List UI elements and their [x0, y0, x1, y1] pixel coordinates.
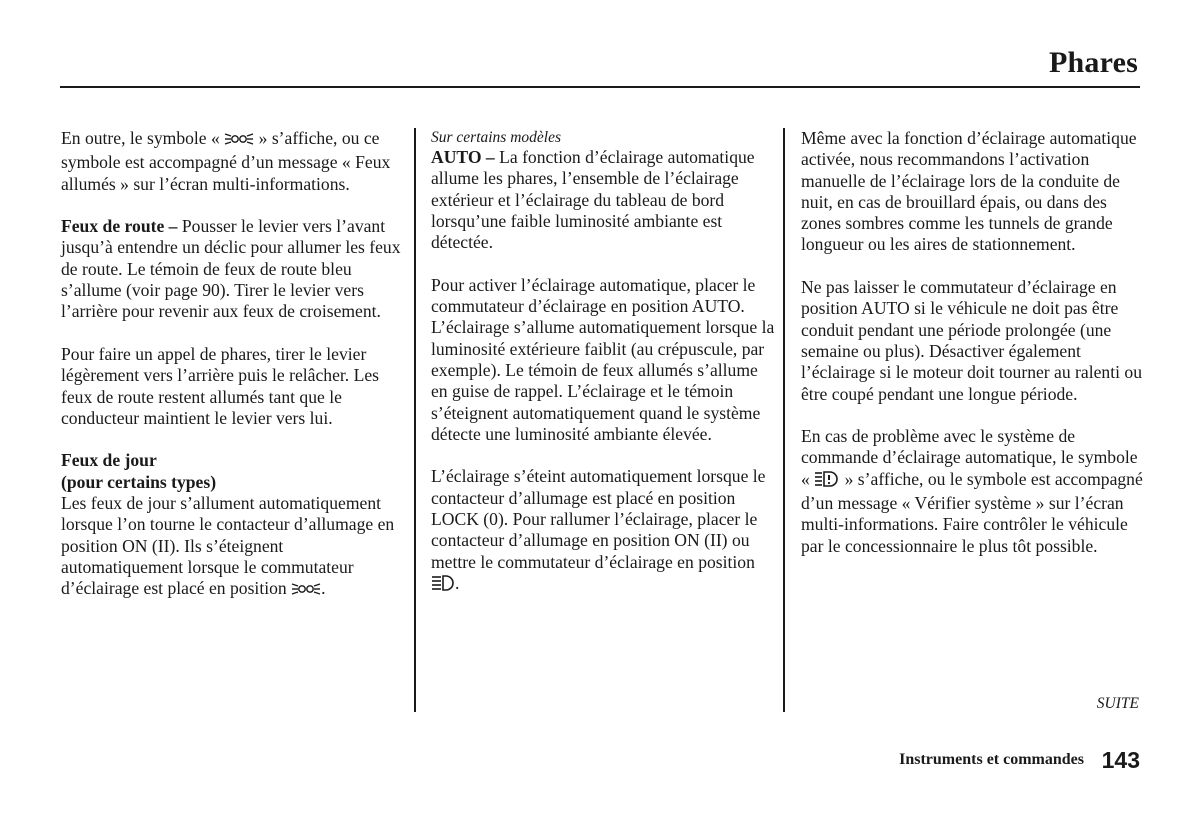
paragraph-auto: AUTO – La fonction d’éclairage automatique allume les phares, l’ensemble de l’éclairage extérieur et l’éclairage du tableau de bord lorsqu’une faible luminosité ambiante est détectée.: [431, 147, 755, 253]
paragraph-lights-on-symbol: En outre, le symbole « » s’affiche, ou ce symbole est accompagné d’un message « Feux allumés » sur l’écran multi-informations.: [61, 128, 391, 194]
column-divider-2: [783, 128, 785, 712]
paragraph-high-beam: Feux de route – Pousser le levier vers l’avant jusqu’à entendre un déclic pour allumer les feux de route. Le témoin de feux de route bleu s’allume (voir page 90). Tirer le levier vers l’arrière pour revenir aux feux de croisement.: [61, 216, 401, 322]
daytime-lights-subheading: (pour certains types): [61, 471, 217, 492]
paragraph-daytime-lights: Feux de jour (pour certains types) Les feux de jour s’allument automatiquement lorsque l’on tourne le contacteur d’allumage en position ON (II). Ils s’éteignent automatiquement lorsque le commutateur d’éclairage est placé en position .: [61, 450, 407, 602]
headlight-icon: [431, 574, 455, 597]
lights-on-icon: [224, 131, 254, 152]
column-divider-1: [414, 128, 416, 712]
models-note: Sur certains modèles: [431, 129, 562, 146]
column-3: [801, 128, 1146, 578]
headlight-warning-icon: [814, 470, 840, 493]
header-rule: [60, 86, 1140, 88]
column-1: [61, 128, 407, 624]
lights-on-icon: [291, 581, 321, 602]
page-number: 143: [1101, 747, 1140, 773]
paragraph-activate-auto: Pour activer l’éclairage automatique, placer le commutateur d’éclairage en position AUTO. L’éclairage s’allume automatiquement lorsque la luminosité extérieure faiblit (au crépuscule, par exemple). Le témoin de feux allumés s’allume en guise de rappel. L’éclairage et le témoin s’éteignent automatiquement quand le système détecte une luminosité ambiante élevée.: [431, 274, 775, 444]
paragraph-auto-off: L’éclairage s’éteint automatiquement lorsque le contacteur d’allumage est placé en position LOCK (0). Pour rallumer l’éclairage, placer le contacteur d’allumage en position ON (II) ou mettre le commutateur d’éclairage en position .: [431, 466, 775, 597]
footer-section-title: Instruments et commandes: [899, 751, 1084, 768]
daytime-lights-heading: Feux de jour: [61, 450, 157, 471]
paragraph-manual-recommendation: Même avec la fonction d’éclairage automatique activée, nous recommandons l’activation manuelle de l’éclairage lors de la conduite de nuit, en cas de brouillard épais, ou dans des zones sombres comme les tunnels de grande longueur ou les aires de stationnement.: [801, 128, 1137, 255]
paragraph-auto-warning: Ne pas laisser le commutateur d’éclairage en position AUTO si le véhicule ne doit pas être conduit pendant une période prolongée (une semaine ou plus). Désactiver également l’éclairage si le moteur doit tourner au ralenti ou être coupé pendant une longue période.: [801, 277, 1142, 404]
paragraph-flash-to-pass: Pour faire un appel de phares, tirer le levier légèrement vers l’arrière puis le relâcher. Les feux de route restent allumés tant que le conducteur maintient le levier vers lui.: [61, 343, 379, 428]
page-title: Phares: [1049, 46, 1138, 79]
column-2: [431, 128, 775, 619]
continued-label: SUITE: [1096, 695, 1139, 712]
paragraph-system-problem: En cas de problème avec le système de commande d’éclairage automatique, le symbole « » s’affiche, ou le symbole est accompagné d’un message « Vérifier système » sur l’écran multi-informations. Faire contrôler le véhicule par le concessionnaire le plus tôt possible.: [801, 426, 1143, 556]
